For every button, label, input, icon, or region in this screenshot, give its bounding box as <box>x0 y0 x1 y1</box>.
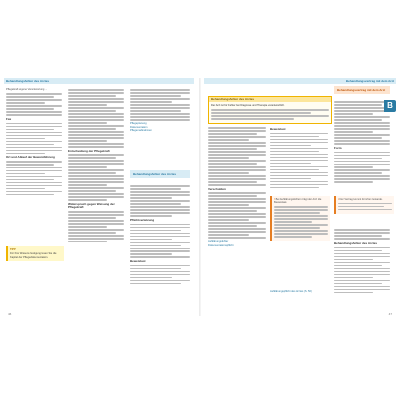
section-heading: Verschulden <box>208 186 226 191</box>
intro-text: Pflegekraft eigene Verantwortung ... <box>6 88 48 91</box>
link-item[interactable]: Aufklärungsfehler <box>208 240 229 244</box>
tip-box <box>334 196 394 214</box>
tip-text: Der Vertrag kommt formfrei zustande. <box>339 198 383 201</box>
tip-box <box>6 246 64 261</box>
definition-heading: Behandlungsfehler des Arztes <box>209 97 331 102</box>
right-running-head: Behandlungsvertrag mit dem Arzt <box>204 78 396 84</box>
chapter-badge: B <box>384 100 396 112</box>
link-item[interactable]: Dokumentation <box>130 125 148 129</box>
section-heading: Beweislast <box>130 259 146 264</box>
link-item[interactable]: Pflegemaßnahmen <box>130 129 152 133</box>
info-icon: i <box>338 198 339 201</box>
link-item[interactable]: Dokumentationspflicht <box>208 243 234 247</box>
page-number: 46 <box>8 312 12 316</box>
left-column-1 <box>6 88 62 197</box>
side-title-box: Behandlungsfehler des Arztes <box>130 170 190 178</box>
right-column-2 <box>270 126 328 190</box>
section-heading: Ort und Ablauf der Beweisführung <box>6 155 55 160</box>
right-column-3 <box>334 100 390 184</box>
section-heading: Behandlungsfehler des Arztes <box>334 240 378 245</box>
side-title-box: Behandlungsvertrag mit dem Arzt <box>334 86 390 94</box>
left-column-3 <box>130 88 190 132</box>
section-heading: Form <box>334 145 342 150</box>
right-column-3-body <box>334 228 390 294</box>
warning-text: Bei Aufklärungsfehlern trägt der Arzt die Beweislast. <box>274 198 322 205</box>
left-column-2 <box>68 88 124 244</box>
left-running-head: Behandlungsfehler des Arztes <box>4 78 194 84</box>
tip-heading: TIPP <box>10 248 16 251</box>
section-heading: Widerspruch gegen Weisung der Pflegekraft <box>68 201 115 210</box>
section-heading: Fax <box>6 116 12 121</box>
warning-icon: ! <box>274 198 275 201</box>
right-page <box>206 78 396 316</box>
left-page <box>4 78 194 316</box>
right-column-2-footer <box>270 290 328 293</box>
book-gutter <box>199 78 201 316</box>
link-item[interactable]: Aufklärungspflicht des Arztes (S. 50) <box>270 290 312 293</box>
section-heading: Beweislast <box>270 127 286 131</box>
definition-text: Der Arzt ist für Fehler bei Diagnose und Therapie verantwortlich. <box>211 104 285 108</box>
tip-text: Für Ihre Wissens festigung lesen Sie die Kapitel der Pflegedokumentation. <box>10 252 57 259</box>
link-item[interactable]: Pflegeplanung <box>130 122 147 126</box>
warning-box <box>270 196 330 241</box>
definition-box <box>208 96 332 124</box>
left-column-3-body <box>130 184 190 286</box>
page-number: 47 <box>388 312 392 316</box>
right-column-1 <box>208 126 266 247</box>
section-heading: Pflichtverletzung <box>130 217 155 222</box>
section-heading: Entscheidung der Pflegekraft <box>68 148 110 153</box>
